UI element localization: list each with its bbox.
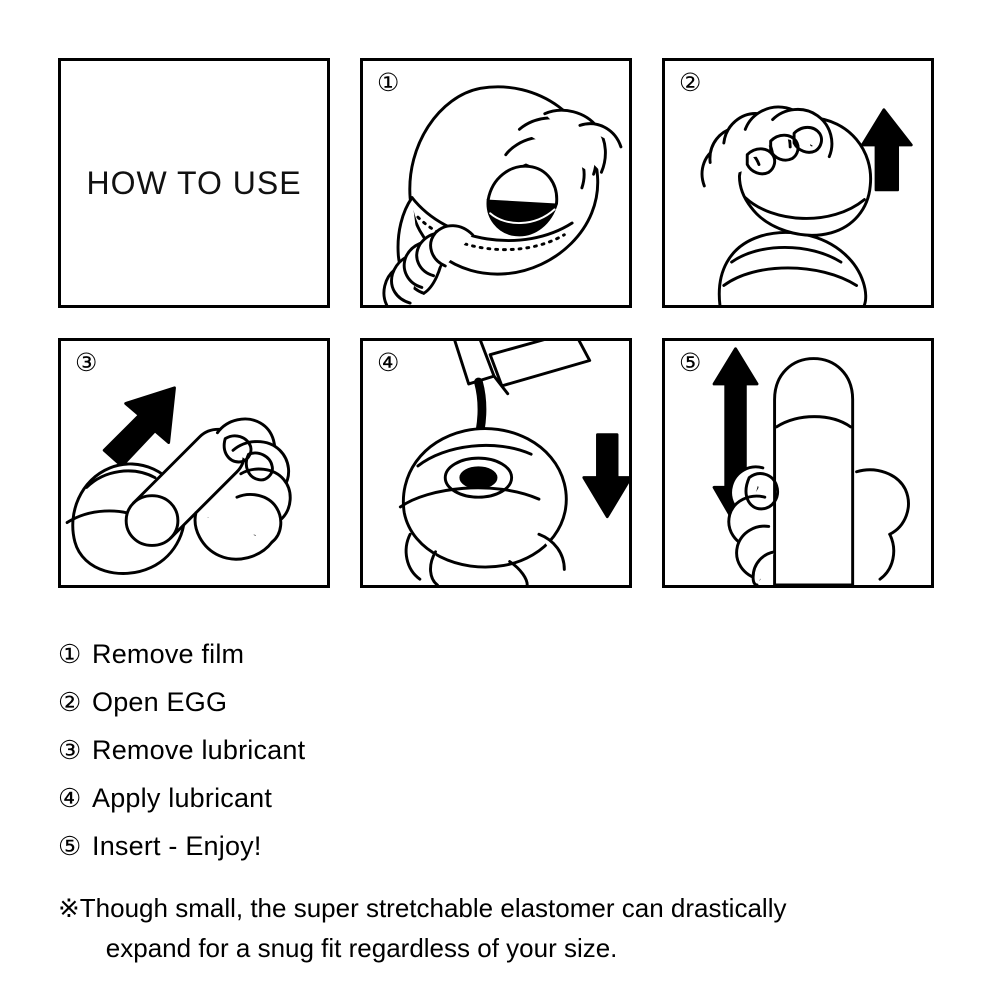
list-item-step-5: [58, 822, 948, 870]
illustration-insert-enjoy: [665, 341, 931, 585]
step-marker-4: ④: [58, 783, 82, 813]
step-label-5: Insert - Enjoy!: [92, 831, 262, 861]
footnote-text: [80, 888, 787, 968]
step-marker-3: ③: [58, 735, 82, 765]
panel-remove-film: [360, 58, 632, 308]
step-label-1: Remove film: [92, 639, 245, 669]
footnote-line-2: expand for a snug fit regardless of your size.: [105, 933, 618, 963]
panel-number-4: ④: [377, 349, 400, 377]
step-marker-2: ②: [58, 687, 82, 717]
footnote-mark: ※: [58, 893, 80, 923]
list-item-step-3: [58, 726, 948, 774]
panel-grid: [58, 58, 942, 588]
illustration-apply-lubricant: [363, 341, 629, 585]
step-label-4: Apply lubricant: [92, 783, 273, 813]
panel-open-egg: [662, 58, 934, 308]
steps-list: [58, 630, 948, 968]
panel-number-3: ③: [75, 349, 98, 377]
step-marker-1: ①: [58, 639, 82, 669]
title-panel: [58, 58, 330, 308]
page-title: HOW TO USE: [86, 164, 302, 201]
footnote: [58, 888, 948, 968]
footnote-line-1: Though small, the super stretchable elastomer can drastically: [79, 893, 787, 923]
step-label-3: Remove lubricant: [92, 735, 306, 765]
illustration-remove-film: [363, 61, 629, 305]
panel-number-5: ⑤: [679, 349, 702, 377]
illustration-remove-lubricant: [61, 341, 327, 585]
panel-insert-enjoy: [662, 338, 934, 588]
illustration-open-egg: [665, 61, 931, 305]
panel-number-1: ①: [377, 69, 400, 97]
panel-remove-lubricant: [58, 338, 330, 588]
list-item-step-1: [58, 630, 948, 678]
panel-number-2: ②: [679, 69, 702, 97]
list-item-step-2: [58, 678, 948, 726]
step-label-2: Open EGG: [92, 687, 228, 717]
list-item-step-4: [58, 774, 948, 822]
step-marker-5: ⑤: [58, 831, 82, 861]
panel-apply-lubricant: [360, 338, 632, 588]
